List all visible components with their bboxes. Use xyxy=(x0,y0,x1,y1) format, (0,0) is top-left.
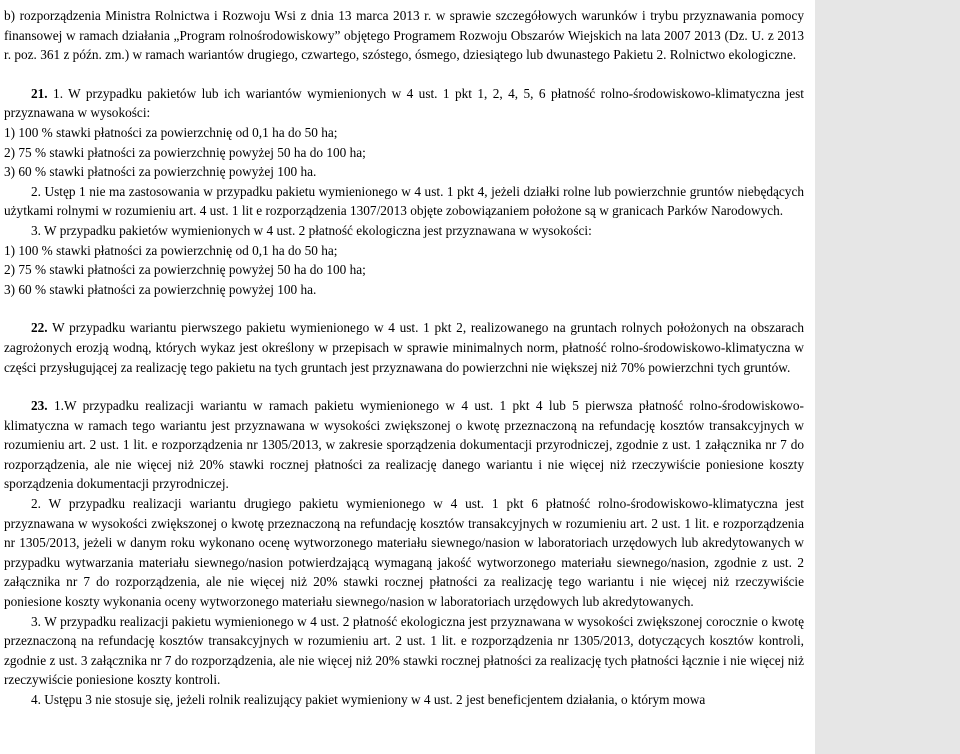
section-23-paragraph-4: 4. Ustępu 3 nie stosuje się, jeżeli rolnik realizujący pakiet wymieniony w 4 ust. 2 jest beneficjentem działania, o którym mowa xyxy=(31,692,706,707)
section-21-paragraph-3: 3. W przypadku pakietów wymienionych w 4 ust. 2 płatność ekologiczna jest przyznawana w wysokości: xyxy=(31,222,592,238)
list-item: 2) 75 % stawki płatności za powierzchnię powyżej 50 ha do 100 ha; xyxy=(4,262,366,278)
section-23-paragraph-2: 2. W przypadku realizacji wariantu drugiego pakietu wymienionego w 4 ust. 1 pkt 6 płatność rolno-środowiskowo-klimatyczna jest przyznawana w wysokości zwiększonej o kwotę przeznaczoną na refundację kosztów transakcyjnych w rozumieniu art. 2 ust. 1 lit. e rozporządzenia nr 1305/2013, jeżeli w danym roku wykonano ocenę wytworzonego materiału siewnego/nasion w laboratoriach urzędowych lub akredytowanych w przypadku wytwarzania materiału siewnego/nasion potwierdzającą wymaganą jakość wytworzonego materiału siewnego/nasion, zgodnie z ust. 2 załącznika nr 7 do rozporządzenia, ale nie więcej niż 20% stawki rocznej płatności za realizację tego wariantu i nie więcej niż rzeczywiście poniesione koszty wykonania oceny wytworzonego materiału siewnego/nasion w laboratoriach urzędowych lub akredytowanych. xyxy=(4,496,804,610)
section-22-paragraph xyxy=(4,318,804,377)
spacer xyxy=(4,299,804,318)
list-item: 2) 75 % stawki płatności za powierzchnię powyżej 50 ha do 100 ha; xyxy=(4,144,366,160)
list-item: 3) 60 % stawki płatności za powierzchnię powyżej 100 ha. xyxy=(4,281,317,297)
list-item: 1) 100 % stawki płatności za powierzchnię od 0,1 ha do 50 ha; xyxy=(4,242,338,258)
section-23-paragraph-1 xyxy=(4,396,804,494)
comment-margin-panel xyxy=(815,0,960,754)
spacer xyxy=(4,377,804,396)
paragraph-b: b) rozporządzenia Ministra Rolnictwa i Rozwoju Wsi z dnia 13 marca 2013 r. w sprawie szczegółowych warunków i trybu przyznawania pomocy finansowej w ramach działania „Program rolnośrodowiskowy” objętego Programem Rozwoju Obszarów Wiejskich na lata 2007 2013 (Dz. U. z 2013 r. poz. 361 z późn. zm.) w ramach wariantów drugiego, czwartego, szóstego, ósmego, dziesiątego lub dwunastego Pakietu 2. Rolnictwo ekologiczne. xyxy=(4,8,804,63)
section-21-paragraph-2: 2. Ustęp 1 nie ma zastosowania w przypadku pakietu wymienionego w 4 ust. 1 pkt 4, jeżeli działki rolne lub powierzchnie gruntów niebędących użytkami rolnymi w rozumieniu art. 4 ust. 1 lit e rozporządzenia 1307/2013 objęte zobowiązaniem położone są w granicach Parków Narodowych. xyxy=(4,183,804,219)
section-23-number: 23. xyxy=(31,398,48,414)
section-21-text-1: 1. W przypadku pakietów lub ich wariantów wymienionych w 4 ust. 1 pkt 1, 2, 4, 5, 6 płatność rolno-środowiskowo-klimatyczna jest przyznawana w wysokości: xyxy=(4,85,805,121)
section-21-paragraph-1 xyxy=(4,84,804,123)
section-21-number: 21. xyxy=(31,85,48,101)
list-item: 3) 60 % stawki płatności za powierzchnię powyżej 100 ha. xyxy=(4,164,317,180)
document-body xyxy=(4,6,804,710)
section-22-text: W przypadku wariantu pierwszego pakietu wymienionego w 4 ust. 1 pkt 2, realizowanego na gruntach rolnych położonych na obszarach zagrożonych erozją wodną, których wykaz jest określony w przepisach w sprawie minimalnych norm, płatność rolno-środowiskowo-klimatyczna w części przysługującej za realizację tego pakietu na tych gruntach jest przyznawana do powierzchni nie większej niż 70% powierzchni tych gruntów. xyxy=(4,320,804,375)
section-23-text-1: 1.W przypadku realizacji wariantu w ramach pakietu wymienionego w 4 ust. 1 pkt 4 lub 5 pierwsza płatność rolno-środowiskowo-klimatyczna w ramach tego wariantu jest przyznawana w wysokości zwiększonej o kwotę przeznaczoną na refundację kosztów transakcyjnych w rozumieniu art. 2 ust. 1 lit. e rozporządzenia nr 1305/2013, w zakresie sporządzenia dokumentacji przyrodniczej, zgodnie z ust. 1 załącznika nr 7 do rozporządzenia, ale nie więcej niż 20% stawki rocznej płatności za realizację danego wariantu i nie więcej niż rzeczywiście poniesione koszty sporządzenia dokumentacji przyrodniczej. xyxy=(4,398,804,492)
spacer xyxy=(4,65,804,84)
section-23-paragraph-3: 3. W przypadku realizacji pakietu wymienionego w 4 ust. 2 płatność ekologiczna jest przyznawana w wysokości zwiększonej corocznie o kwotę przeznaczoną na refundację kosztów transakcyjnych w rozumieniu art. 2 ust. 1 lit. e rozporządzenia nr 1305/2013, dotyczących kosztów kontroli, zgodnie z ust. 3 załącznika nr 7 do rozporządzenia, ale nie więcej niż 20% stawki rocznej płatności za realizację tych płatności łącznie i nie więcej niż rzeczywiście poniesione koszty kontroli. xyxy=(4,613,804,688)
section-22-number: 22. xyxy=(31,320,48,336)
list-item: 1) 100 % stawki płatności za powierzchnię od 0,1 ha do 50 ha; xyxy=(4,124,338,140)
